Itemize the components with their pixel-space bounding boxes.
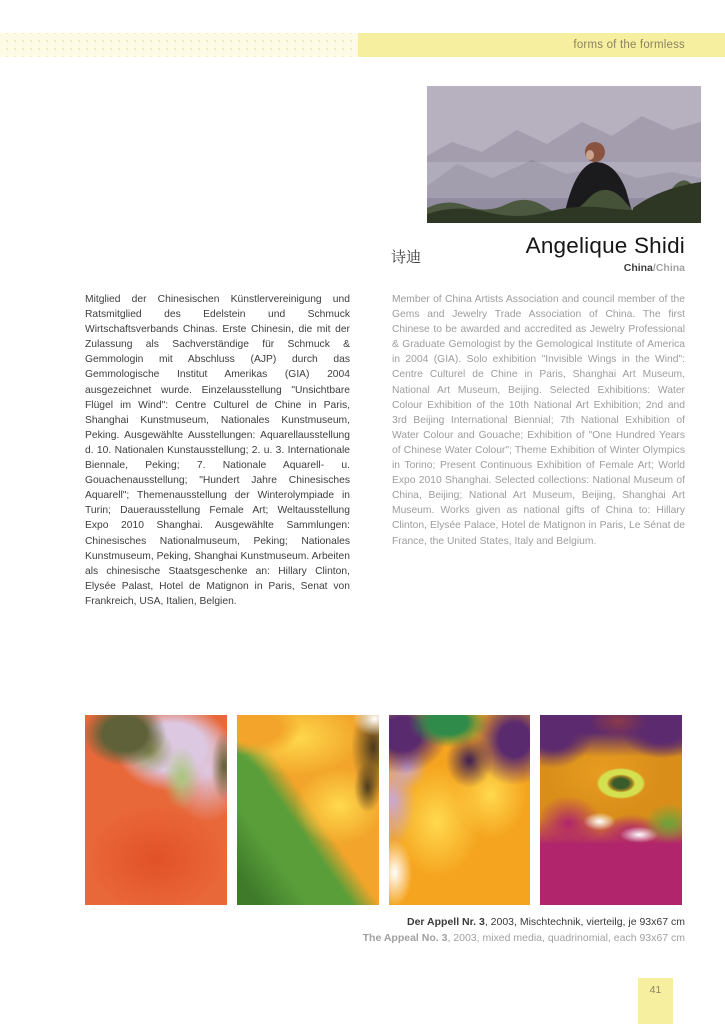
artwork-caption bbox=[363, 915, 685, 946]
chapter-title: forms of the formless bbox=[358, 33, 725, 57]
caption-english bbox=[363, 931, 685, 947]
artwork-row bbox=[85, 715, 682, 905]
caption-german-details: , 2003, Mischtechnik, vierteilg, je 93x67 cm bbox=[484, 916, 685, 928]
portrait-photo-illustration bbox=[427, 86, 701, 223]
caption-german bbox=[363, 915, 685, 931]
artist-portrait-photo bbox=[427, 86, 701, 223]
artwork-panel-2 bbox=[237, 715, 379, 905]
header-band bbox=[0, 33, 725, 57]
page-number: 41 bbox=[638, 978, 673, 1024]
artwork-panel-4 bbox=[540, 715, 682, 905]
artwork-panel-3 bbox=[389, 715, 531, 905]
caption-english-title: The Appeal No. 3 bbox=[362, 931, 448, 944]
country-translated: /China bbox=[652, 262, 685, 274]
artist-name: Angelique Shidi bbox=[525, 233, 685, 258]
header-dotted-strip bbox=[0, 33, 358, 57]
artist-country bbox=[624, 262, 685, 274]
caption-german-title: Der Appell Nr. 3 bbox=[407, 916, 485, 928]
artwork-panel-1 bbox=[85, 715, 227, 905]
artist-name-chinese: 诗迪 bbox=[391, 249, 422, 266]
biography-german: Mitglied der Chinesischen Künstlervereinigung und Ratsmitglied des Edelstein und Schmuck Wirtschaftsverbands Chinas. Erste Chinesin, die mit der Zulassung als Sachverständige für Schmuck & Gemmologin mit Abschluss (AJP) durch das Gemmologische Institut Amerikas (GIA) 2004 ausgezeichnet wurde. Einzelausstellung "Unsichtbare Flügel im Wind": Centre Culturel de Chine in Paris, Shanghai Kunstmuseum, Nationales Kunstmuseum, Peking. Ausgewählte Ausstellungen: Aquarellausstellung d. 10. Nationalen Kunstausstellung; 2. u. 3. Internationale Biennale, Peking; 7. Nationale Aquarell- u. Gouachenausstellung; "Hundert Jahre Chinesisches Aquarell"; Themenausstellung der Winterolympiade in Turin; Dauerausstellung Female Art; Weltausstellung Expo 2010 Shanghai. Ausgewählte Sammlungen: Chinesisches Nationalmuseum, Peking; Nationales Kunstmuseum, Peking, Shanghai Kunstmuseum. Arbeiten als chinesische Staatsgeschenke an: Hillary Clinton, Elysée Palast, Hotel de Matignon in Paris, Senat von Frankreich, USA, Italien, Belgien. bbox=[85, 294, 350, 607]
biography-english: Member of China Artists Association and council member of the Gems and Jewelry Trade Association of China. The first Chinese to be awarded and accredited as Jewelry Professional & Graduate Gemologist by the Gemological Institute of America in 2004 (GIA). Solo exhibition "Invisible Wings in the Wind": Centre Culturel de Chine in Paris, Shanghai Art Museum, National Art Museum, Beijing. Selected Exhibitions: Water Colour Exhibition of the 10th National Art Exhibition; 2nd and 3rd Beijing International Biennial; 7th National Exhibition of Water Colour and Gouache; Exhibition of "One Hundred Years of Chinese Water Colour"; Theme Exhibition of Winter Olympics in Torino; Present Continuous Exhibition of Female Art; World Expo 2010 Shanghai. Selected collections: National Museum of China, Beijing; National Art Museum, Beijing, Shanghai Art Museum. Works given as national gifts of China to: Hillary Clinton, Elysée Palace, Hotel de Matignon in Paris, Le Sénat de France, the United States, Italy and Belgium. bbox=[392, 294, 685, 547]
country-native: China bbox=[623, 262, 653, 274]
caption-english-details: , 2003, mixed media, quadrinomial, each 93x67 cm bbox=[447, 931, 685, 944]
